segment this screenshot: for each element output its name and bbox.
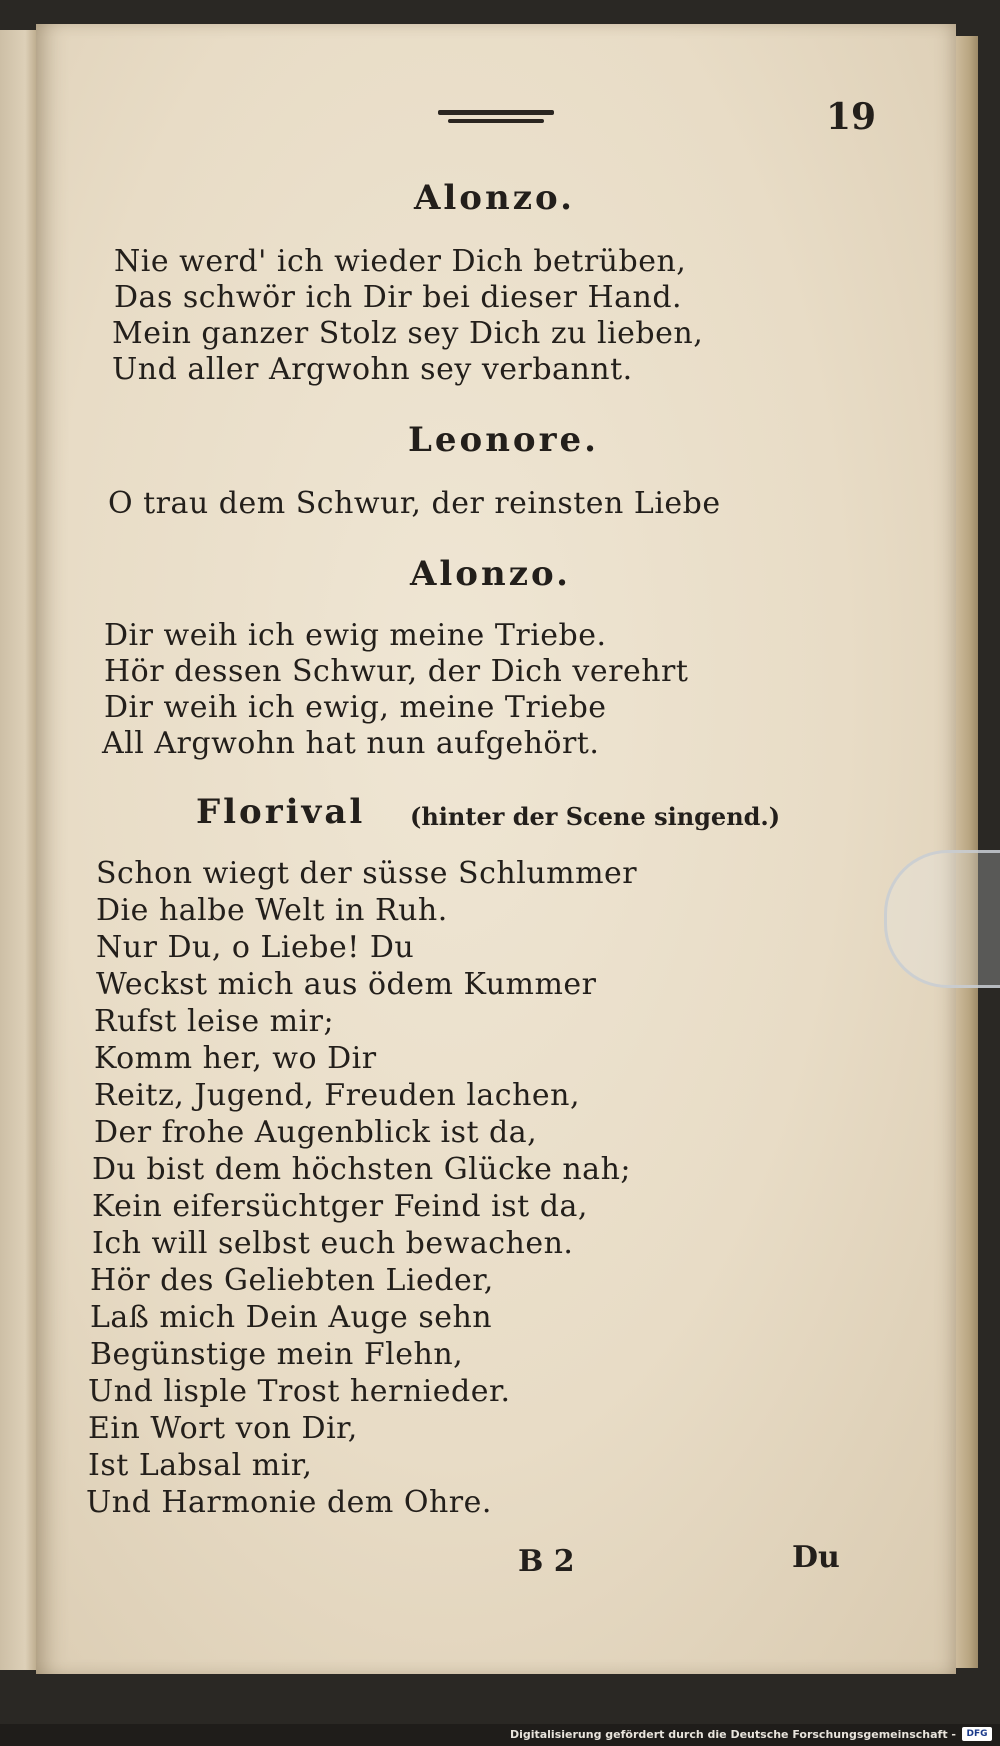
verse-line: Dir weih ich ewig meine Triebe. (104, 618, 607, 653)
verse-line: Und lisple Trost hernieder. (88, 1374, 511, 1409)
catchword: Du (792, 1540, 840, 1575)
page-number: 19 (826, 96, 877, 138)
dfg-logo-icon: DFG (962, 1727, 992, 1741)
verse-line: O trau dem Schwur, der reinsten Liebe (108, 486, 721, 521)
verse-line: Ich will selbst euch bewachen. (92, 1226, 574, 1261)
previous-page-edge (0, 30, 38, 1670)
verse-line: Laß mich Dein Auge sehn (90, 1300, 493, 1335)
verse-line: Und aller Argwohn sey verbannt. (112, 352, 633, 387)
verse-line: Reitz, Jugend, Freuden lachen, (94, 1078, 581, 1113)
verse-line: All Argwohn hat nun aufgehört. (102, 726, 600, 761)
stage-direction: (hinter der Scene singend.) (410, 802, 781, 831)
page-clip (884, 850, 1000, 988)
verse-line: Kein eifersüchtger Feind ist da, (92, 1189, 588, 1224)
verse-line: Rufst leise mir; (94, 1004, 335, 1039)
speaker-name: Alonzo. (414, 178, 575, 218)
speaker-name: Alonzo. (410, 554, 571, 594)
verse-line: Nie werd' ich wieder Dich betrüben, (114, 244, 687, 279)
verse-line: Hör des Geliebten Lieder, (90, 1263, 494, 1298)
verse-line: Mein ganzer Stolz sey Dich zu lieben, (112, 316, 704, 351)
verse-line: Dir weih ich ewig, meine Triebe (104, 690, 607, 725)
header-ornament (438, 108, 554, 126)
verse-line: Der frohe Augenblick ist da, (94, 1115, 538, 1150)
verse-line: Ist Labsal mir, (88, 1448, 313, 1483)
verse-line: Komm her, wo Dir (94, 1041, 377, 1076)
signature-mark: B 2 (518, 1544, 575, 1579)
speaker-name: Florival (196, 792, 366, 832)
verse-line: Ein Wort von Dir, (88, 1411, 358, 1446)
verse-line: Und Harmonie dem Ohre. (86, 1485, 492, 1520)
verse-line: Weckst mich aus ödem Kummer (96, 967, 597, 1002)
verse-line: Die halbe Welt in Ruh. (96, 893, 448, 928)
verse-line: Hör dessen Schwur, der Dich verehrt (104, 654, 689, 689)
funding-credit: Digitalisierung gefördert durch die Deutsche Forschungsgemeinschaft - (509, 1728, 956, 1741)
verse-line: Schon wiegt der süsse Schlummer (96, 856, 638, 891)
verse-line: Das schwör ich Dir bei dieser Hand. (114, 280, 683, 315)
verse-line: Du bist dem höchsten Glücke nah; (92, 1152, 631, 1187)
verse-line: Begünstige mein Flehn, (90, 1337, 464, 1372)
speaker-name: Leonore. (408, 420, 599, 460)
verse-line: Nur Du, o Liebe! Du (96, 930, 415, 965)
